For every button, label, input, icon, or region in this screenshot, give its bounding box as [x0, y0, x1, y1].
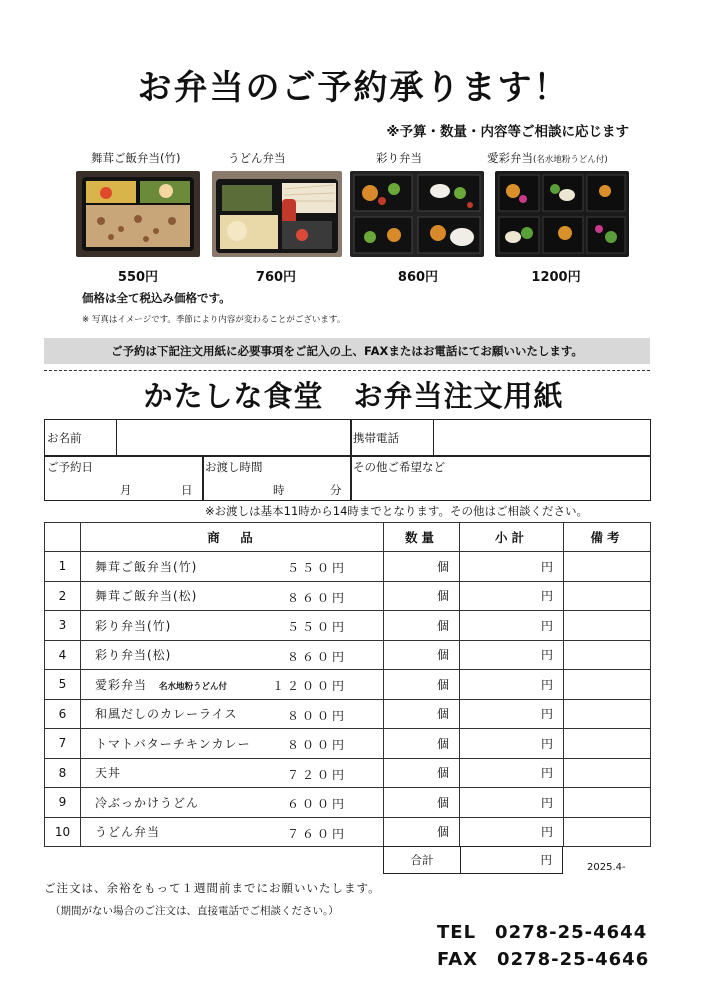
row-number — [45, 817, 81, 847]
row-product — [81, 729, 384, 759]
row-product — [81, 670, 384, 700]
order-table — [44, 522, 651, 847]
table-header-row — [45, 523, 651, 552]
cell-text: ８６０円 — [286, 649, 347, 664]
subtotal-input[interactable] — [460, 581, 564, 611]
cell-text: 6 — [58, 706, 67, 721]
cell-text: 円 — [540, 589, 553, 604]
product-price: 860円 — [397, 270, 439, 285]
cell-text: 円 — [540, 825, 553, 840]
cell-text: 円 — [540, 677, 553, 692]
subtotal-input[interactable] — [460, 611, 564, 641]
header-quantity: 数量 — [384, 523, 460, 552]
product-label: 舞茸ご飯弁当(竹) — [91, 151, 181, 165]
row-number — [45, 729, 81, 759]
product-label-sub: (名水地粉うどん付) — [533, 155, 608, 165]
cell-text: ７２０円 — [286, 767, 347, 782]
product-price: 760円 — [255, 270, 297, 285]
cell-text: 1 — [58, 559, 67, 574]
row-number — [45, 640, 81, 670]
phone-label: 携帯電話 — [353, 431, 399, 445]
quantity-input[interactable] — [384, 788, 460, 818]
cell-text: 3 — [58, 618, 67, 633]
header-product: 商 品 — [81, 523, 384, 552]
pickup-hours-note: ※お渡しは基本11時から14時までとなります。その他はご相談ください。 — [205, 504, 588, 518]
remarks-input[interactable] — [564, 788, 651, 818]
consultation-note: ※予算・数量・内容等ご相談に応じます — [386, 124, 629, 140]
cell-text: ５５０円 — [286, 620, 347, 634]
cell-text: 彩り弁当(竹) — [95, 618, 172, 633]
cell-text: 円 — [540, 707, 553, 722]
phone-number: TEL 0278-25-4644 — [437, 922, 648, 943]
month-label: 月 — [120, 483, 132, 497]
remarks-input[interactable] — [564, 611, 651, 641]
fax-number: FAX 0278-25-4646 — [437, 949, 650, 970]
cell-text: ８６０円 — [286, 590, 347, 605]
cell-text: 2 — [58, 588, 67, 603]
table-row — [45, 581, 651, 611]
cell-text: 円 — [540, 618, 553, 633]
cell-text: うどん弁当 — [95, 825, 161, 840]
cell-text: 舞茸ご飯弁当(竹) — [95, 559, 198, 574]
cell-text: 個 — [436, 559, 449, 574]
cell-text: １２００円 — [271, 679, 347, 693]
product-price: 550円 — [117, 270, 159, 285]
subtotal-input[interactable] — [460, 640, 564, 670]
subtotal-input[interactable] — [460, 699, 564, 729]
name-label: お名前 — [47, 431, 82, 445]
quantity-input[interactable] — [384, 699, 460, 729]
header-subtotal: 小計 — [460, 523, 564, 552]
cell-text: 個 — [436, 766, 449, 781]
cell-text: 円 — [540, 736, 553, 751]
subtotal-input[interactable] — [460, 758, 564, 788]
photo-note: ※ 写真はイメージです。季節により内容が変わることがございます。 — [82, 315, 346, 325]
tax-note: 価格は全て税込み価格です。 — [82, 291, 231, 305]
cell-text: 個 — [436, 707, 449, 722]
remarks-input[interactable] — [564, 552, 651, 582]
row-number — [45, 788, 81, 818]
cell-text: 個 — [436, 825, 449, 840]
cell-text: 4 — [58, 647, 67, 662]
remarks-input[interactable] — [564, 817, 651, 847]
quantity-input[interactable] — [384, 817, 460, 847]
total-input[interactable]: 円 — [540, 853, 552, 867]
row-product — [81, 611, 384, 641]
page-title: お弁当のご予約承ります！ — [137, 68, 570, 108]
remarks-input[interactable] — [564, 581, 651, 611]
cell-text: 円 — [540, 795, 553, 810]
product-label: 彩り弁当 — [376, 151, 422, 165]
table-row — [45, 817, 651, 847]
remarks-input[interactable] — [564, 699, 651, 729]
row-number — [45, 699, 81, 729]
table-row — [45, 640, 651, 670]
cell-text: 冷ぶっかけうどん — [95, 795, 200, 810]
total-label: 合計 — [384, 847, 461, 873]
divider — [433, 419, 434, 457]
advance-order-note: ご注文は、余裕をもって１週間前までにお願いいたします。 — [44, 881, 381, 895]
cell-text: 舞茸ご飯弁当(松) — [95, 589, 198, 604]
bento-photo-aisai — [495, 171, 629, 257]
product-label-group — [487, 150, 608, 166]
product-label: 愛彩弁当 — [487, 151, 533, 165]
cell-text: トマトバターチキンカレー — [95, 736, 251, 751]
name-field[interactable] — [44, 419, 352, 457]
product-price: 1200円 — [531, 270, 581, 285]
table-row — [45, 788, 651, 818]
cell-text: 7 — [58, 736, 67, 751]
row-product — [81, 552, 384, 582]
cell-text: 天丼 — [95, 766, 122, 781]
quantity-input[interactable] — [384, 552, 460, 582]
quantity-input[interactable] — [384, 758, 460, 788]
row-product — [81, 758, 384, 788]
subtotal-input[interactable] — [460, 670, 564, 700]
cut-line — [44, 370, 650, 371]
day-label: 日 — [181, 483, 193, 497]
quantity-input[interactable] — [384, 611, 460, 641]
row-product — [81, 581, 384, 611]
cell-text: 個 — [436, 618, 449, 633]
date-label: ご予約日 — [47, 460, 93, 474]
subtotal-input[interactable] — [460, 552, 564, 582]
bento-photo-maitake — [76, 171, 200, 257]
table-row — [45, 670, 651, 700]
table-row — [45, 552, 651, 582]
cell-text: ６００円 — [286, 797, 347, 811]
cell-text: ８００円 — [286, 708, 347, 723]
cell-text: ８００円 — [286, 738, 347, 752]
remarks-input[interactable] — [564, 670, 651, 700]
bento-photo-irodori — [350, 171, 484, 257]
row-number — [45, 552, 81, 582]
cell-text: 個 — [436, 648, 449, 663]
header-no — [45, 523, 81, 552]
bento-photo-udon — [212, 171, 342, 257]
quantity-input[interactable] — [384, 670, 460, 700]
time-label: お渡し時間 — [205, 460, 263, 474]
total-box — [383, 846, 563, 874]
remarks-input[interactable] — [564, 758, 651, 788]
remarks-input[interactable] — [564, 640, 651, 670]
header-remarks: 備考 — [564, 523, 651, 552]
divider — [116, 419, 117, 457]
cell-text: 個 — [436, 589, 449, 604]
table-row — [45, 611, 651, 641]
cell-text: 8 — [58, 765, 67, 780]
order-instruction-banner: ご予約は下記注文用紙に必要事項をご記入の上、FAXまたはお電話にてお願いいたします。 — [44, 338, 650, 364]
quantity-input[interactable] — [384, 581, 460, 611]
quantity-input[interactable] — [384, 640, 460, 670]
row-product — [81, 788, 384, 818]
table-row — [45, 699, 651, 729]
minute-label: 分 — [330, 483, 342, 497]
cell-text: 円 — [540, 766, 553, 781]
other-requests-label: その他ご希望など — [353, 460, 445, 474]
hour-label: 時 — [273, 483, 285, 497]
cell-text: 和風だしのカレーライス — [95, 707, 238, 722]
row-product — [81, 640, 384, 670]
row-product — [81, 699, 384, 729]
row-number — [45, 670, 81, 700]
quantity-input[interactable] — [384, 729, 460, 759]
cell-text: ７６０円 — [286, 826, 347, 841]
urgent-order-note: （期間がない場合のご注文は、直接電話でご相談ください。） — [50, 905, 339, 917]
cell-text: 個 — [436, 677, 449, 692]
table-row — [45, 729, 651, 759]
cell-text: 9 — [58, 795, 67, 810]
subtotal-input[interactable] — [460, 729, 564, 759]
subtotal-input[interactable] — [460, 788, 564, 818]
cell-text: 愛彩弁当 — [95, 677, 148, 692]
subtotal-input[interactable] — [460, 817, 564, 847]
cell-text: 円 — [540, 648, 553, 663]
form-title: かたしな食堂 お弁当注文用紙 — [143, 379, 564, 413]
cell-text: 個 — [436, 736, 449, 751]
cell-text: 5 — [58, 677, 67, 692]
cell-text: 10 — [54, 824, 71, 839]
row-product — [81, 817, 384, 847]
cell-text: 名水地粉うどん付 — [159, 681, 228, 692]
revision-date: 2025.4- — [587, 862, 626, 873]
row-number — [45, 758, 81, 788]
row-number — [45, 581, 81, 611]
cell-text: ５５０円 — [286, 561, 347, 575]
cell-text: 個 — [436, 795, 449, 810]
cell-text: 円 — [540, 559, 553, 574]
product-label: うどん弁当 — [228, 151, 286, 165]
remarks-input[interactable] — [564, 729, 651, 759]
row-number — [45, 611, 81, 641]
cell-text: 彩り弁当(松) — [95, 648, 172, 663]
table-row — [45, 758, 651, 788]
